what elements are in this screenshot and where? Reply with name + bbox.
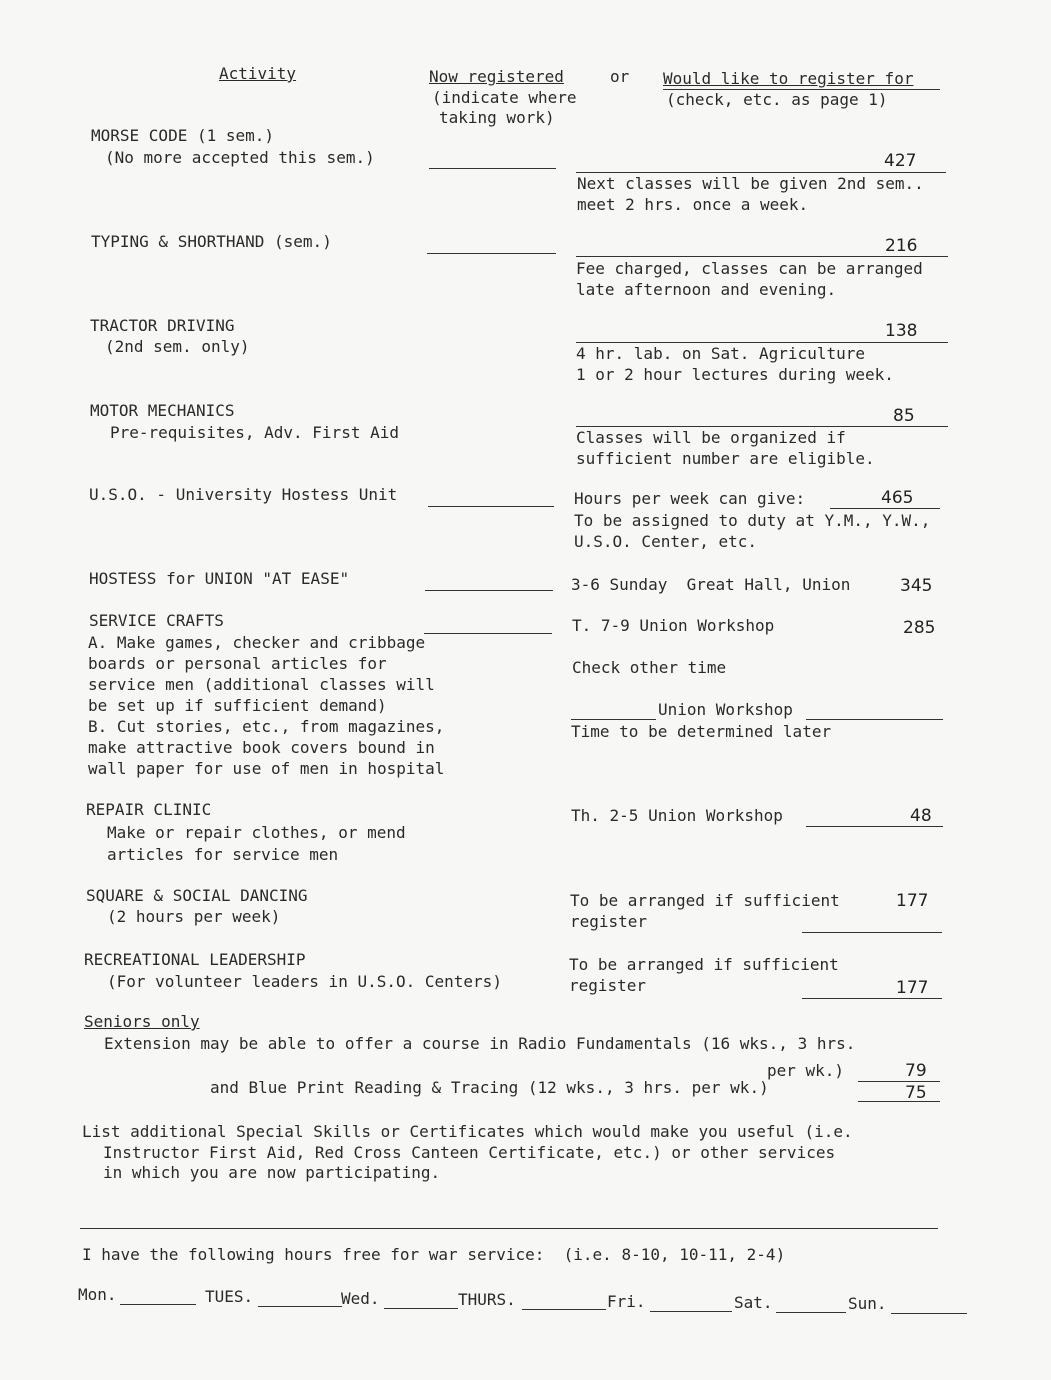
motor-note1: Classes will be organized if <box>576 428 846 447</box>
crafts-a3: service men (additional classes will <box>88 675 435 694</box>
morse-note2: meet 2 hrs. once a week. <box>577 195 809 214</box>
crafts-note4: Time to be determined later <box>571 722 832 741</box>
crafts-note1: T. 7-9 Union Workshop <box>572 616 775 635</box>
recreation-note2: register <box>569 976 647 995</box>
day-tues-blank[interactable] <box>258 1306 342 1307</box>
dancing-note2: register <box>570 912 648 931</box>
dancing-title: SQUARE & SOCIAL DANCING <box>86 886 308 905</box>
crafts-a1: A. Make games, checker and cribbage <box>88 633 426 652</box>
seniors-count2: 75 <box>905 1083 927 1103</box>
day-mon-label: Mon. <box>78 1285 117 1304</box>
typing-register-blank[interactable] <box>576 256 948 257</box>
day-sat-blank[interactable] <box>776 1312 846 1313</box>
seniors-count1: 79 <box>905 1061 927 1081</box>
header-underline <box>663 89 940 90</box>
day-sun-label: Sun. <box>848 1294 887 1313</box>
activity-header: Activity <box>219 64 297 83</box>
morse-sub: (No more accepted this sem.) <box>105 148 375 167</box>
day-sun-blank[interactable] <box>891 1313 967 1314</box>
seniors-radio-blank[interactable] <box>858 1081 940 1082</box>
tractor-title: TRACTOR DRIVING <box>90 316 235 335</box>
skills-line2: Instructor First Aid, Red Cross Canteen Certificate, etc.) or other services <box>103 1143 836 1162</box>
seniors-title: Seniors only <box>84 1012 200 1031</box>
dancing-count: 177 <box>896 891 929 911</box>
repair-count: 48 <box>910 806 932 826</box>
dancing-blank[interactable] <box>802 932 942 933</box>
skills-answer-blank[interactable] <box>80 1228 938 1229</box>
crafts-note2: Check other time <box>572 658 727 677</box>
motor-note2: sufficient number are eligible. <box>576 449 875 468</box>
recreation-note1: To be arranged if sufficient <box>569 955 839 974</box>
repair-note: Th. 2-5 Union Workshop <box>571 806 783 825</box>
uso-registered-blank[interactable] <box>428 506 554 507</box>
now-registered-header: Now registered <box>429 67 564 86</box>
repair-blank[interactable] <box>806 826 943 827</box>
now-registered-sub1: (indicate where <box>432 88 577 107</box>
typing-registered-blank[interactable] <box>427 253 556 254</box>
motor-register-blank[interactable] <box>576 426 948 427</box>
morse-note1: Next classes will be given 2nd sem.. <box>577 174 924 193</box>
crafts-union-blank-left[interactable] <box>571 719 656 720</box>
hostess-title: HOSTESS for UNION "AT EASE" <box>89 569 350 588</box>
day-mon-blank[interactable] <box>120 1304 196 1305</box>
tractor-note2: 1 or 2 hour lectures during week. <box>576 365 894 384</box>
tractor-note1: 4 hr. lab. on Sat. Agriculture <box>576 344 865 363</box>
crafts-title: SERVICE CRAFTS <box>89 611 224 630</box>
recreation-blank[interactable] <box>802 998 942 999</box>
crafts-b2: make attractive book covers bound in <box>88 738 435 757</box>
repair-sub2: articles for service men <box>107 845 339 864</box>
hostess-note: 3-6 Sunday Great Hall, Union <box>571 575 851 594</box>
uso-hours-blank[interactable] <box>830 508 940 509</box>
recreation-sub: (For volunteer leaders in U.S.O. Centers) <box>107 972 502 991</box>
crafts-registered-blank[interactable] <box>424 633 552 634</box>
uso-note1: Hours per week can give: <box>574 489 806 508</box>
crafts-a4: be set up if sufficient demand) <box>88 696 387 715</box>
motor-sub: Pre-requisites, Adv. First Aid <box>110 423 399 442</box>
uso-note2: To be assigned to duty at Y.M., Y.W., <box>574 511 931 530</box>
crafts-a2: boards or personal articles for <box>88 654 387 673</box>
skills-line1: List additional Special Skills or Certificates which would make you useful (i.e. <box>82 1122 853 1141</box>
repair-sub1: Make or repair clothes, or mend <box>107 823 406 842</box>
would-like-header: Would like to register for <box>663 69 914 88</box>
hours-prompt: I have the following hours free for war service: (i.e. 8-10, 10-11, 2-4) <box>82 1245 786 1264</box>
crafts-count: 285 <box>903 618 936 638</box>
motor-title: MOTOR MECHANICS <box>90 401 235 420</box>
hostess-count: 345 <box>900 576 933 596</box>
dancing-note1: To be arranged if sufficient <box>570 891 840 910</box>
day-wed-label: Wed. <box>341 1289 380 1308</box>
typing-note1: Fee charged, classes can be arranged <box>576 259 923 278</box>
day-tues-label: TUES. <box>205 1287 254 1306</box>
seniors-blueprint-blank[interactable] <box>858 1101 940 1102</box>
repair-title: REPAIR CLINIC <box>86 800 212 819</box>
morse-count: 427 <box>884 151 917 171</box>
now-registered-sub2: taking work) <box>439 108 555 127</box>
tractor-count: 138 <box>885 321 918 341</box>
day-fri-label: Fri. <box>607 1292 646 1311</box>
hostess-registered-blank[interactable] <box>425 590 553 591</box>
day-thurs-label: THURS. <box>458 1290 516 1309</box>
seniors-line1: Extension may be able to offer a course in Radio Fundamentals (16 wks., 3 hrs. <box>104 1034 856 1053</box>
recreation-title: RECREATIONAL LEADERSHIP <box>84 950 306 969</box>
uso-title: U.S.O. - University Hostess Unit <box>89 485 398 504</box>
typing-count: 216 <box>885 236 918 256</box>
dancing-sub: (2 hours per week) <box>107 907 281 926</box>
uso-count: 465 <box>881 488 914 508</box>
crafts-note3: Union Workshop <box>658 700 793 719</box>
typing-title: TYPING & SHORTHAND (sem.) <box>91 232 332 251</box>
day-sat-label: Sat. <box>734 1293 773 1312</box>
day-wed-blank[interactable] <box>384 1308 458 1309</box>
day-fri-blank[interactable] <box>650 1311 732 1312</box>
typing-note2: late afternoon and evening. <box>576 280 837 299</box>
seniors-line3: and Blue Print Reading & Tracing (12 wks., 3 hrs. per wk.) <box>210 1078 769 1097</box>
or-header: or <box>610 67 630 86</box>
day-thurs-blank[interactable] <box>522 1309 606 1310</box>
would-like-sub: (check, etc. as page 1) <box>666 90 888 109</box>
skills-line3: in which you are now participating. <box>103 1163 441 1182</box>
tractor-register-blank[interactable] <box>576 342 948 343</box>
crafts-union-blank-right[interactable] <box>806 719 943 720</box>
seniors-line2: per wk.) <box>767 1061 845 1080</box>
morse-title: MORSE CODE (1 sem.) <box>91 126 275 145</box>
uso-note3: U.S.O. Center, etc. <box>574 532 758 551</box>
crafts-b3: wall paper for use of men in hospital <box>88 759 445 778</box>
recreation-count: 177 <box>896 978 929 998</box>
crafts-b1: B. Cut stories, etc., from magazines, <box>88 717 445 736</box>
motor-count: 85 <box>893 406 915 426</box>
morse-register-blank[interactable] <box>576 172 946 173</box>
morse-registered-blank[interactable] <box>429 168 556 169</box>
tractor-sub: (2nd sem. only) <box>105 337 250 356</box>
